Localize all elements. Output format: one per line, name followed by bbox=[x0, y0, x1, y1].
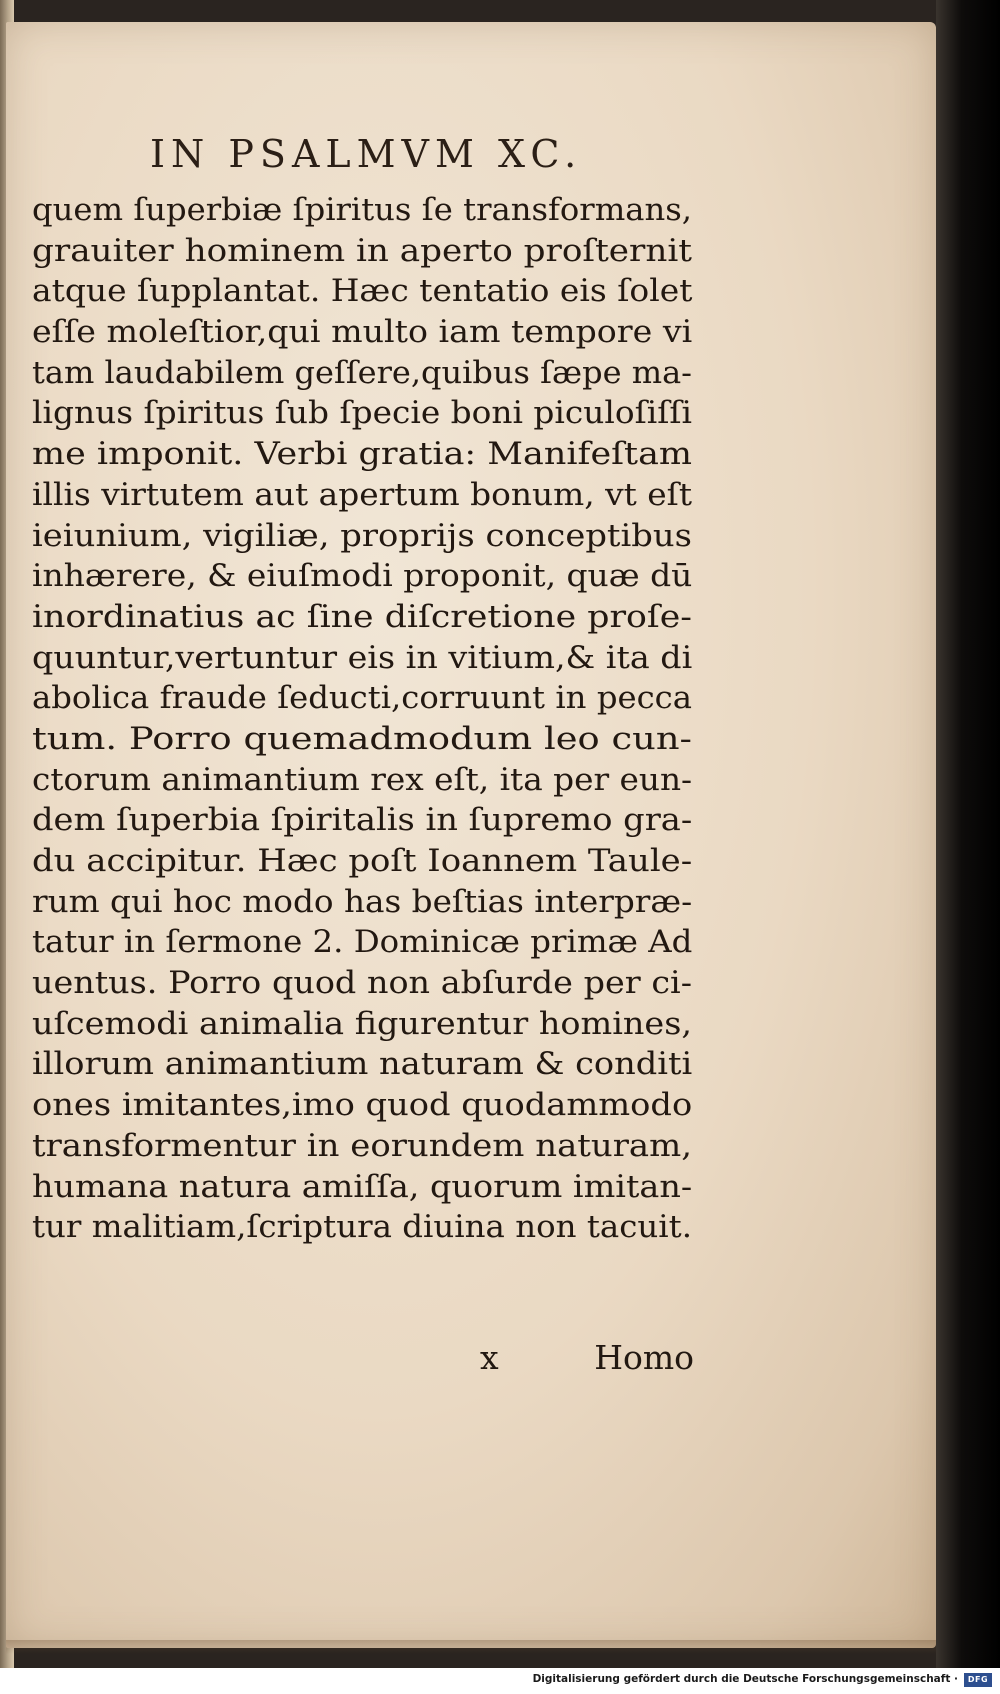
text-line: tur malitiam,ſcriptura diuina non tacuit. bbox=[32, 1209, 692, 1246]
text-line: uſcemodi animalia figurentur homines, bbox=[32, 1005, 692, 1042]
text-line: abolica fraude ſeducti,corruunt in pecca bbox=[32, 680, 692, 717]
funding-credit: Digitalisierung gefördert durch die Deutsche Forschungsgemeinschaft · bbox=[532, 1673, 958, 1685]
text-line: quem ſuperbiæ ſpiritus ſe transformans, bbox=[32, 192, 692, 228]
text-line: tam laudabilem geſſere,quibus ſæpe ma- bbox=[32, 354, 692, 391]
text-line: atque ſupplantat. Hæc tentatio eis ſolet bbox=[32, 273, 693, 310]
page-bottom-shadow bbox=[6, 1640, 936, 1654]
digitization-footer bbox=[0, 1668, 1000, 1694]
text-line: ieiunium, vigiliæ, proprijs conceptibus bbox=[32, 517, 692, 554]
text-line: rum qui hoc modo has beſtias interpræ- bbox=[32, 883, 693, 920]
running-head: IN PSALMVM XC. bbox=[150, 132, 583, 176]
text-line: du accipitur. Hæc poſt Ioannem Taule- bbox=[32, 843, 693, 879]
text-line: dem ſuperbia ſpiritalis in ſupremo gra- bbox=[32, 802, 693, 839]
catchword-line bbox=[480, 1338, 694, 1377]
text-line: inordinatius ac ſine diſcretione proſe- bbox=[32, 598, 692, 635]
catchword: Homo bbox=[594, 1338, 694, 1377]
text-line: ones imitantes,imo quod quodammodo bbox=[32, 1087, 693, 1124]
text-line: humana natura amiſſa, quorum imitan- bbox=[32, 1168, 693, 1205]
dfg-logo: DFG bbox=[964, 1673, 992, 1687]
text-line: uentus. Porro quod non abſurde per ci- bbox=[32, 965, 692, 1002]
text-line: lignus ſpiritus ſub ſpecie boni piculoſiſſi bbox=[32, 395, 692, 432]
book-binding-edge bbox=[936, 0, 1000, 1668]
text-line: tum. Porro quemadmodum leo cun- bbox=[32, 720, 692, 757]
text-line: ctorum animantium rex eſt, ita per eun- bbox=[32, 761, 693, 798]
text-line: grauiter hominem in aperto proſternit bbox=[32, 232, 692, 269]
body-text bbox=[32, 190, 692, 1248]
text-line: tatur in ſermone 2. Dominicæ primæ Ad bbox=[32, 924, 693, 961]
text-line: inhærere, & eiuſmodi proponit, quæ dū bbox=[32, 558, 693, 595]
signature-mark: x bbox=[480, 1338, 499, 1377]
text-line: illorum animantium naturam & conditi bbox=[32, 1046, 693, 1083]
text-line: me imponit. Verbi gratia: Manifeſtam bbox=[32, 436, 692, 473]
text-line: eſſe moleſtior,qui multo iam tempore vi bbox=[32, 314, 693, 351]
text-line: illis virtutem aut apertum bonum, vt eſt bbox=[32, 476, 692, 513]
text-line: transformentur in eorundem naturam, bbox=[32, 1127, 692, 1164]
text-line: quuntur,vertuntur eis in vitium,& ita di bbox=[32, 639, 693, 676]
